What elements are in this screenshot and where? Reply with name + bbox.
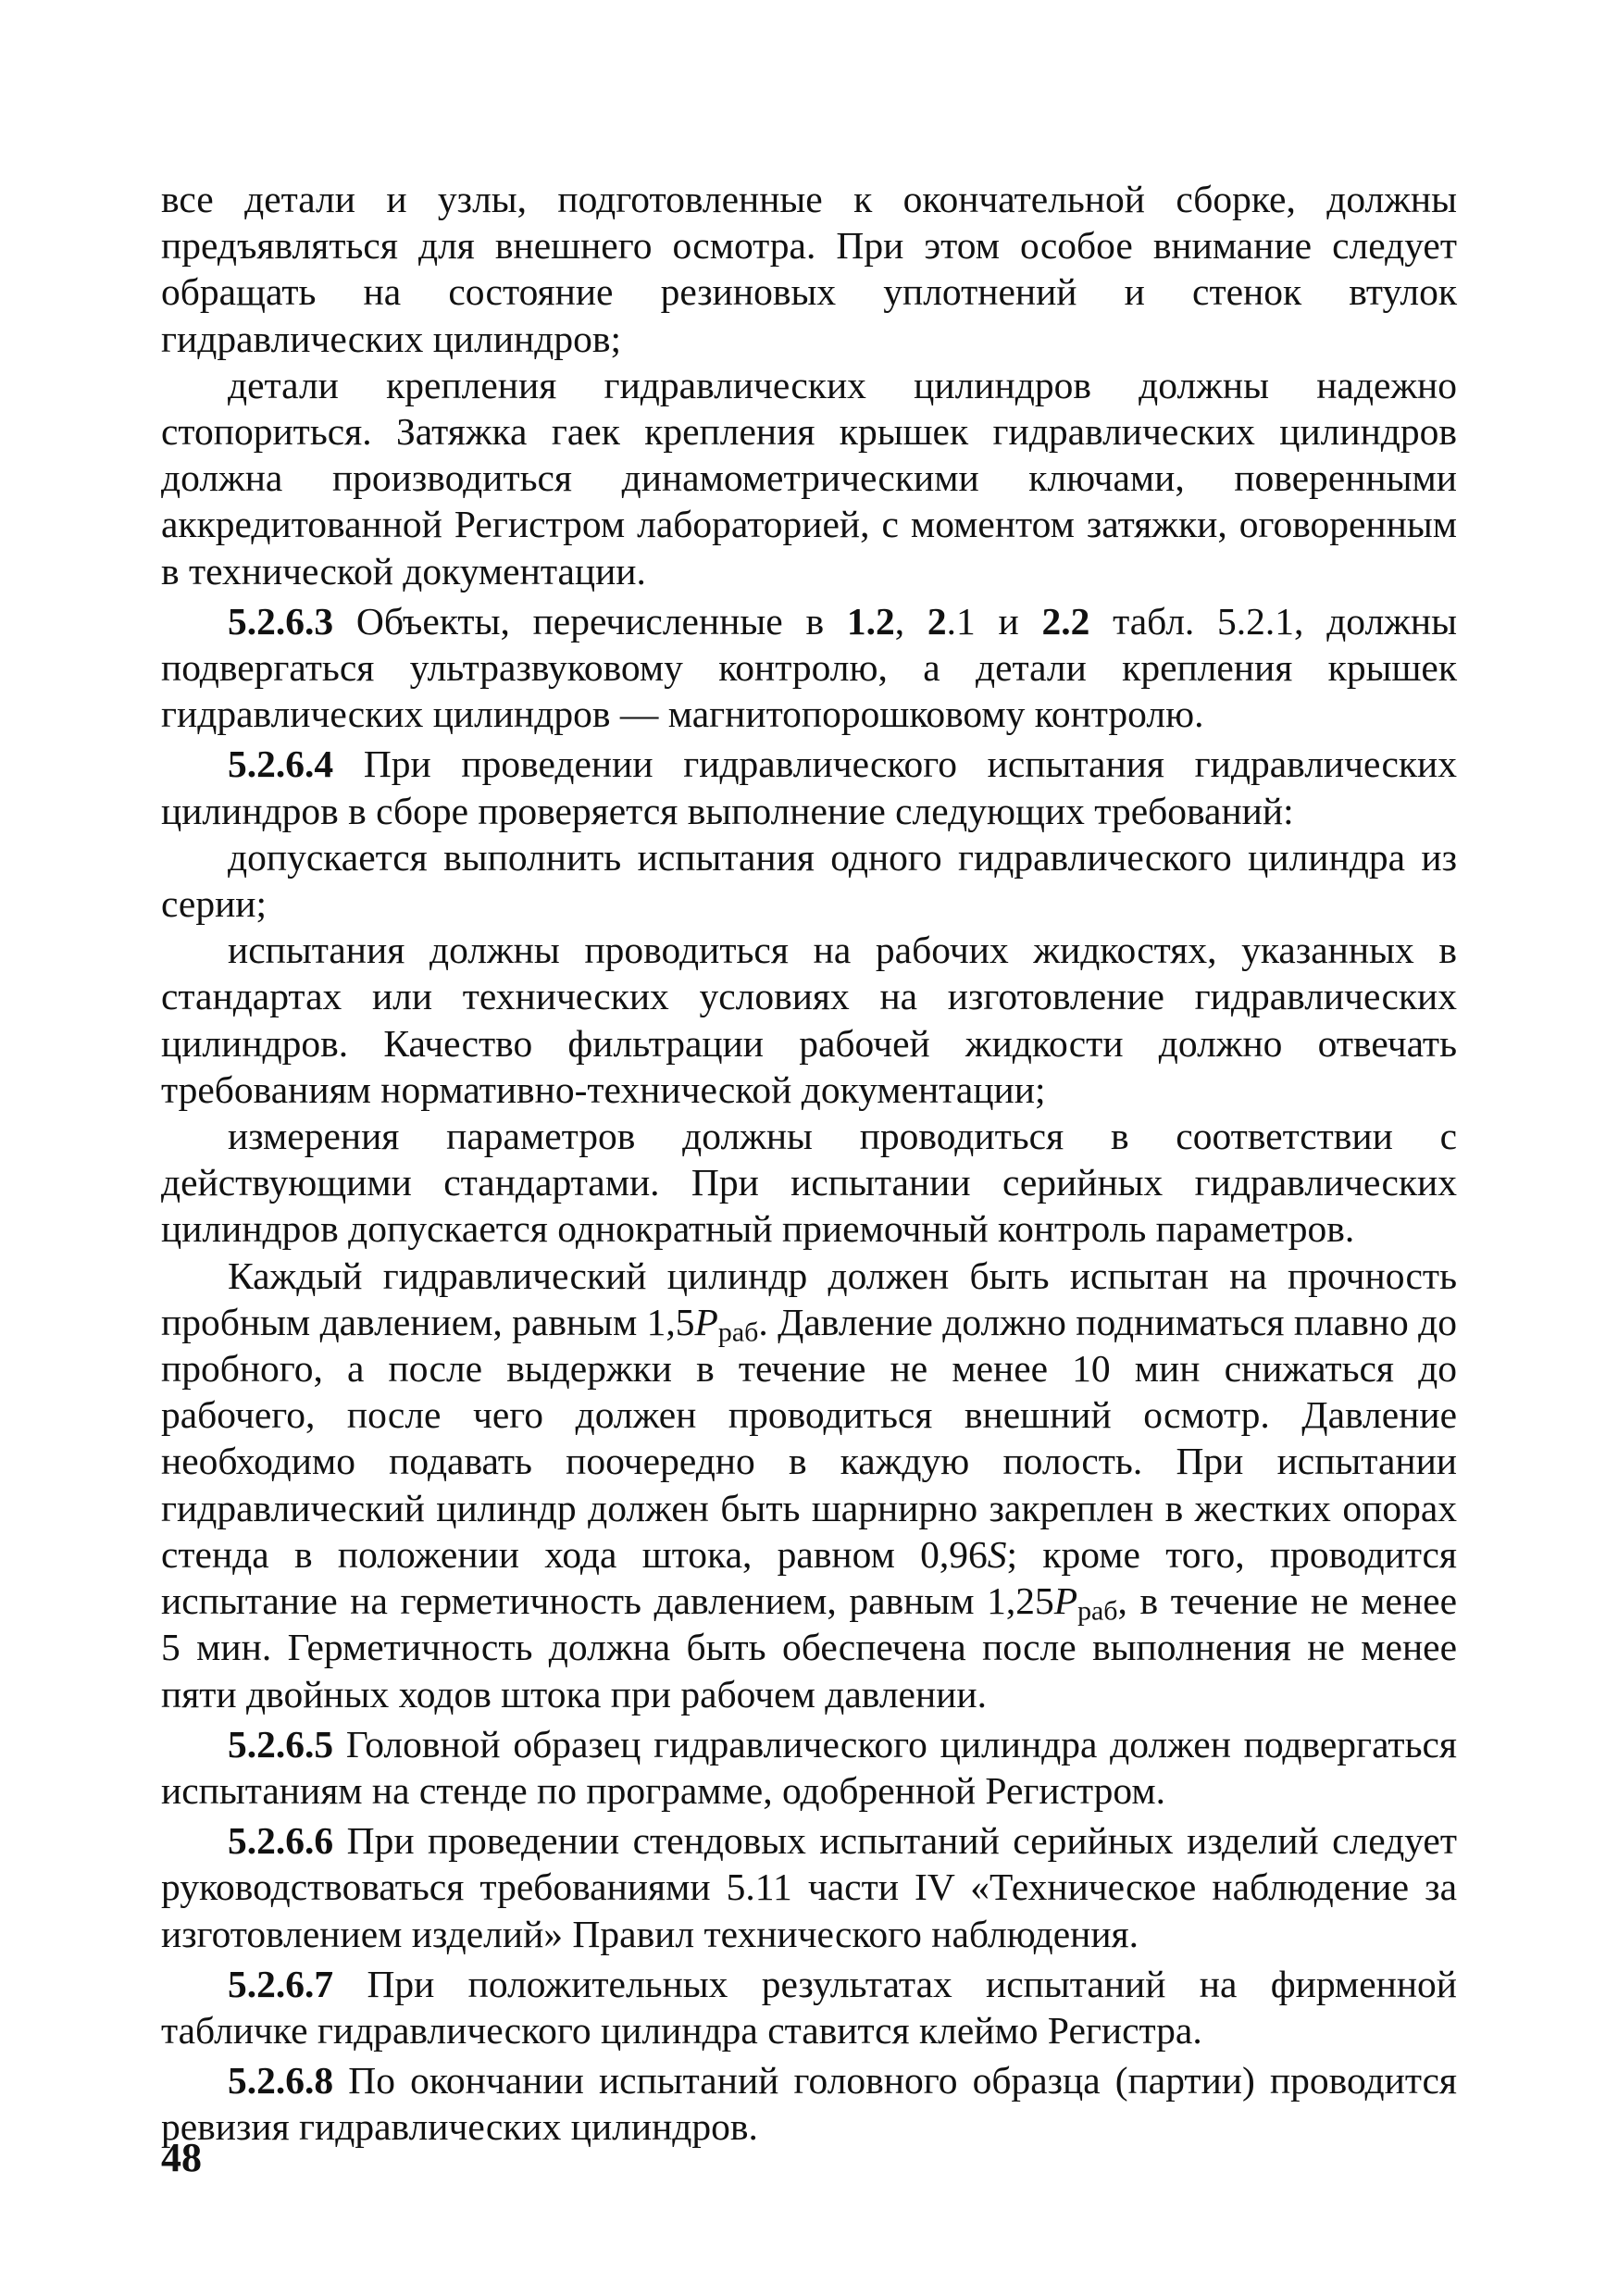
section-number: 5.2.6.5 <box>228 1722 334 1766</box>
section-number: 5.2.6.3 <box>228 599 334 643</box>
text-run: Объекты, перечисленные в <box>333 599 847 643</box>
paragraph: детали крепления гидравлических цилиндров должны надежно стопориться. Затяжка гаек крепления крышек гидравлических цилиндров должна производиться динамометрическими ключами, поверенными аккредитованной Регистром лабораторией, с моментом затяжки, оговоренным в технической документации. <box>161 363 1457 593</box>
text-run: . Давление должно подниматься плавно до пробного, а после выдержки в течение не менее 10 мин снижаться до рабочего, после чего должен проводиться внешний осмотр. Давление необходимо подавать поочередно в каждую полость. При испытании гидравлический цилиндр должен быть шарнирно закреплен в жестких опорах стенда в положении хода штока, равном 0,96 <box>161 1300 1457 1576</box>
section-number: 5.2.6.8 <box>228 2059 334 2103</box>
section-number: 5.2.6.6 <box>228 1819 334 1863</box>
paragraph: допускается выполнить испытания одного гидравлического цилиндра из серии; <box>161 835 1457 926</box>
subscript: раб <box>1077 1595 1118 1627</box>
text-run: Каждый гидравлический цилиндр должен быть испытан на прочность пробным давлением, равным 1,5 <box>161 1254 1457 1343</box>
page-number: 48 <box>161 2135 202 2180</box>
text-run: При проведении гидравлического испытания гидравлических цилиндров в сборе проверяется выполнение следующих требований: <box>161 742 1457 832</box>
variable: S <box>987 1532 1007 1576</box>
section-number: 5.2.6.7 <box>228 1962 334 2005</box>
text-run: ; кроме того, проводится испытание на герметичность давлением, равным 1,25 <box>161 1532 1457 1623</box>
text-run: По окончании испытаний головного образца (партии) проводится ревизия гидравлических цилиндров. <box>161 2059 1457 2149</box>
text-run: При положительных результатах испытаний на фирменной табличке гидравлического цилиндра ставится клеймо Регистра. <box>161 1962 1457 2052</box>
section-paragraph <box>161 2057 1457 2150</box>
body-text <box>161 176 1457 2151</box>
text-run: При проведении стендовых испытаний серийных изделий следует руководствоваться требованиями 5.11 части IV «Техническое наблюдение за изготовлением изделий» Правил технического наблюдения. <box>161 1819 1457 1955</box>
section-paragraph <box>161 741 1457 833</box>
variable: P <box>1053 1579 1078 1623</box>
subscript: раб <box>717 1316 759 1348</box>
text-run: 1.2 <box>846 599 895 643</box>
text-run: 2.2 <box>1041 599 1090 643</box>
text-run: , <box>894 599 927 643</box>
paragraph: измерения параметров должны проводиться в соответствии с действующими стандартами. При испытании серийных гидравлических цилиндров допускается однократный приемочный контроль параметров. <box>161 1115 1457 1251</box>
text-run: 2 <box>927 599 947 643</box>
section-paragraph <box>161 1817 1457 1957</box>
variable: P <box>694 1300 718 1343</box>
section-number: 5.2.6.4 <box>228 742 334 786</box>
paragraph: испытания должны проводиться на рабочих жидкостях, указанных в стандартах или технических условиях на изготовление гидравлических цилиндров. Качество фильтрации рабочей жидкости должно отвечать требованиям нормативно-технической документации; <box>161 929 1457 1111</box>
text-run: , в течение не менее 5 мин. Герметичность должна быть обеспечена после выполнения не менее пяти двойных ходов штока при рабочем давлении. <box>161 1579 1457 1716</box>
section-paragraph <box>161 1721 1457 1814</box>
text-run: .1 и <box>946 599 1042 643</box>
text-run: Головной образец гидравлического цилиндра должен подвергаться испытаниям на стенде по программе, одобренной Регистром. <box>161 1722 1457 1812</box>
paragraph: все детали и узлы, подготовленные к окончательной сборке, должны предъявляться для внешнего осмотра. При этом особое внимание следует обращать на состояние резиновых уплотнений и стенок втулок гидравлических цилиндров; <box>161 178 1457 360</box>
text-run: табл. 5.2.1, должны подвергаться ультразвуковому контролю, а детали крепления крышек гидравлических цилиндров — магнитопорошковому контролю. <box>161 599 1457 736</box>
section-paragraph <box>161 598 1457 738</box>
section-paragraph <box>161 1961 1457 2053</box>
paragraph <box>161 1253 1457 1717</box>
